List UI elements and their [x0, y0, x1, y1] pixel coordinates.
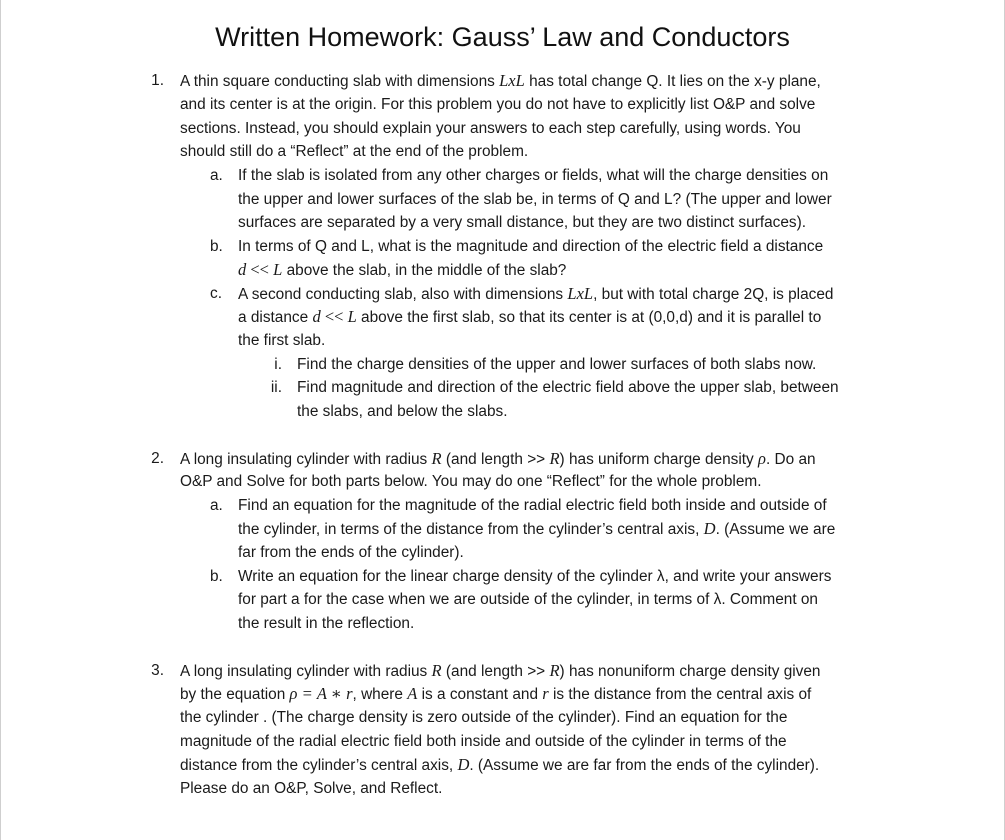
problem-3-line-6: Please do an O&P, Solve, and Reflect. [180, 780, 443, 797]
problem-1a-line-2: the upper and lower surfaces of the slab be, in terms of Q and L? (The upper and lower [238, 191, 832, 208]
problem-2b-line-3: the result in the reflection. [238, 615, 415, 632]
problem-3-line-4: magnitude of the radial electric field both inside and outside of the cylinder in terms of the [180, 733, 787, 750]
problem-1-line-1: A thin square conducting slab with dimensions LxL has total change Q. It lies on the x-y plane, [180, 71, 821, 90]
problem-1-number: 1. [151, 72, 164, 89]
problem-1b-line-1: In terms of Q and L, what is the magnitude and direction of the electric field a distance [238, 238, 824, 255]
problem-1c-line-2: a distance d << L above the first slab, so that its center is at (0,0,d) and it is parallel to [238, 307, 822, 326]
problem-1a-line-3: surfaces are separated by a very small distance, but they are two distinct surfaces). [238, 214, 807, 231]
problem-1b-label: b. [210, 238, 223, 255]
problem-2b-label: b. [210, 568, 223, 585]
problem-1c-ii-line-2: the slabs, and below the slabs. [297, 403, 508, 420]
problem-2b-line-1: Write an equation for the linear charge density of the cylinder λ, and write your answers [238, 568, 832, 585]
problem-3-number: 3. [151, 662, 164, 679]
problem-2a-line-2: the cylinder, in terms of the distance from the cylinder’s central axis, D. (Assume we are [238, 519, 836, 538]
problem-1a-label: a. [210, 167, 223, 184]
problem-1c-i-text: Find the charge densities of the upper and lower surfaces of both slabs now. [297, 356, 817, 373]
problem-1c-line-1: A second conducting slab, also with dimensions LxL, but with total charge 2Q, is placed [238, 284, 834, 303]
problem-3-line-3: the cylinder . (The charge density is zero outside of the cylinder). Find an equation for the [180, 709, 788, 726]
page-border-left [0, 0, 1, 840]
problem-1c-ii-label: ii. [270, 379, 282, 396]
problem-2-line-1: A long insulating cylinder with radius R (and length >> R) has uniform charge density ρ. Do an [180, 449, 816, 468]
problem-3-line-2: by the equation ρ = A ∗ r, where A is a constant and r is the distance from the central axis of [180, 684, 812, 703]
problem-1-line-4: should still do a “Reflect” at the end of the problem. [180, 143, 529, 160]
problem-1a-line-1: If the slab is isolated from any other charges or fields, what will the charge densities on [238, 167, 829, 184]
problem-3-line-1: A long insulating cylinder with radius R (and length >> R) has nonuniform charge density given [180, 661, 821, 680]
problem-1c-i-label: i. [274, 356, 282, 373]
problem-1c-ii-line-1: Find magnitude and direction of the electric field above the upper slab, between [297, 379, 839, 396]
problem-1c-label: c. [210, 285, 222, 302]
problem-1b-line-2: d << L above the slab, in the middle of the slab? [238, 260, 567, 279]
page-title: Written Homework: Gauss’ Law and Conductors [215, 22, 790, 52]
problem-2a-line-3: far from the ends of the cylinder). [238, 544, 464, 561]
problem-1c-line-3: the first slab. [238, 332, 326, 349]
problem-2a-line-1: Find an equation for the magnitude of the radial electric field both inside and outside of [238, 497, 827, 514]
problem-3-line-5: distance from the cylinder’s central axis, D. (Assume we are far from the ends of the cylinder). [180, 755, 820, 774]
problem-1-line-2: and its center is at the origin. For this problem you do not have to explicitly list O&P and solve [180, 96, 816, 113]
problem-2-number: 2. [151, 450, 164, 467]
problem-1-line-3: sections. Instead, you should explain your answers to each step carefully, using words. You [180, 120, 801, 137]
problem-2b-line-2: for part a for the case when we are outside of the cylinder, in terms of λ. Comment on [238, 591, 818, 608]
problem-2-line-2: O&P and Solve for both parts below. You may do one “Reflect” for the whole problem. [180, 473, 762, 490]
problem-2a-label: a. [210, 497, 223, 514]
